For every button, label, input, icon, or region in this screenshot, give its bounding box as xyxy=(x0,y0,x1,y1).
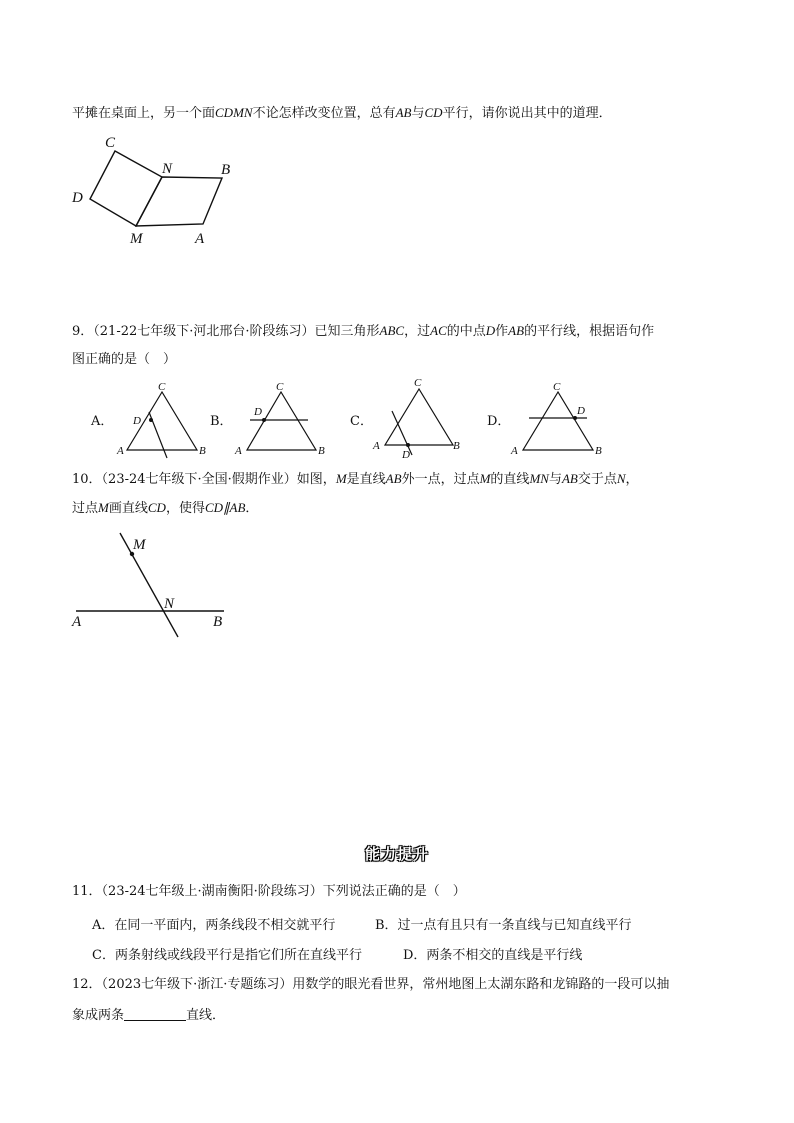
svg-text:B: B xyxy=(199,445,206,457)
svg-text:B: B xyxy=(595,445,602,457)
q12-stem-line2: 象成两条 直线． xyxy=(72,1008,226,1023)
svg-text:A: A xyxy=(235,445,242,457)
q10-stem: 10．（23-24七年级下·全国·假期作业）如图，M是直线AB外一点，过点M的直线MN与AB交于点N， xyxy=(72,471,639,487)
q9-option-b-figure[interactable] xyxy=(230,380,330,460)
q10-label-a: A xyxy=(72,614,82,630)
q9-stem-line2: 图正确的是（ ） xyxy=(72,352,177,367)
svg-text:A: A xyxy=(373,440,380,452)
q8-label-n: N xyxy=(162,161,173,177)
q11-stem: 11．（23-24七年级上·湖南衡阳·阶段练习）下列说法正确的是（ ） xyxy=(72,884,466,899)
svg-text:C: C xyxy=(553,381,561,393)
q10-label-m: M xyxy=(133,537,146,553)
q8-label-c: C xyxy=(105,135,116,151)
q9-option-c-figure[interactable] xyxy=(370,375,465,463)
svg-text:A: A xyxy=(511,445,518,457)
svg-text:D: D xyxy=(577,405,585,417)
q10-label-b: B xyxy=(213,614,223,630)
q9-stem: 9．（21-22七年级下·河北邢台·阶段练习）已知三角形ABC，过AC的中点D作AB的平行线，根据语句作 xyxy=(72,323,655,339)
q9-option-d-label[interactable]: D． xyxy=(487,414,511,429)
section-title: 能力提升 xyxy=(364,845,429,863)
q8-figure xyxy=(70,130,250,250)
svg-text:D: D xyxy=(254,406,262,418)
q10-label-n: N xyxy=(164,596,175,612)
q11-option-b[interactable]: B．过一点有且只有一条直线与已知直线平行 xyxy=(375,918,632,933)
svg-text:C: C xyxy=(414,377,422,389)
svg-text:C: C xyxy=(158,381,166,393)
q10-figure xyxy=(70,530,240,640)
svg-text:D: D xyxy=(402,449,410,461)
q12-answer-blank[interactable] xyxy=(124,1006,186,1021)
q8-label-m: M xyxy=(130,231,143,247)
q11-option-a[interactable]: A．在同一平面内，两条线段不相交就平行 xyxy=(92,918,336,933)
q8-face-cdmn xyxy=(90,151,162,226)
q8-face-abmn xyxy=(136,177,222,226)
q11-option-c[interactable]: C．两条射线或线段平行是指它们所在直线平行 xyxy=(92,948,362,963)
q10-line-mn xyxy=(120,533,178,637)
q10-stem-line2: 过点M画直线CD，使得CD∥AB． xyxy=(72,500,259,516)
q9-option-a-label[interactable]: A． xyxy=(91,414,114,429)
svg-text:B: B xyxy=(318,445,325,457)
q9-option-d-figure[interactable] xyxy=(505,380,605,460)
q11-option-d[interactable]: D．两条不相交的直线是平行线 xyxy=(403,948,583,963)
q8-text: 平摊在桌面上，另一个面CDMN不论怎样改变位置，总有AB与CD平行，请你说出其中的道理． xyxy=(72,105,612,121)
q9-option-a-figure[interactable] xyxy=(115,380,210,460)
svg-text:B: B xyxy=(453,440,460,452)
svg-text:A: A xyxy=(117,445,124,457)
q12-stem: 12．（2023七年级下·浙江·专题练习）用数学的眼光看世界，常州地图上太湖东路和龙锦路的一段可以抽 xyxy=(72,977,670,992)
q8-label-b: B xyxy=(221,162,231,178)
svg-text:D: D xyxy=(133,415,141,427)
svg-text:C: C xyxy=(276,381,284,393)
q8-label-a: A xyxy=(195,231,205,247)
q9-option-b-label[interactable]: B． xyxy=(210,414,233,429)
q9-option-c-label[interactable]: C． xyxy=(350,414,373,429)
q8-label-d: D xyxy=(72,190,83,206)
